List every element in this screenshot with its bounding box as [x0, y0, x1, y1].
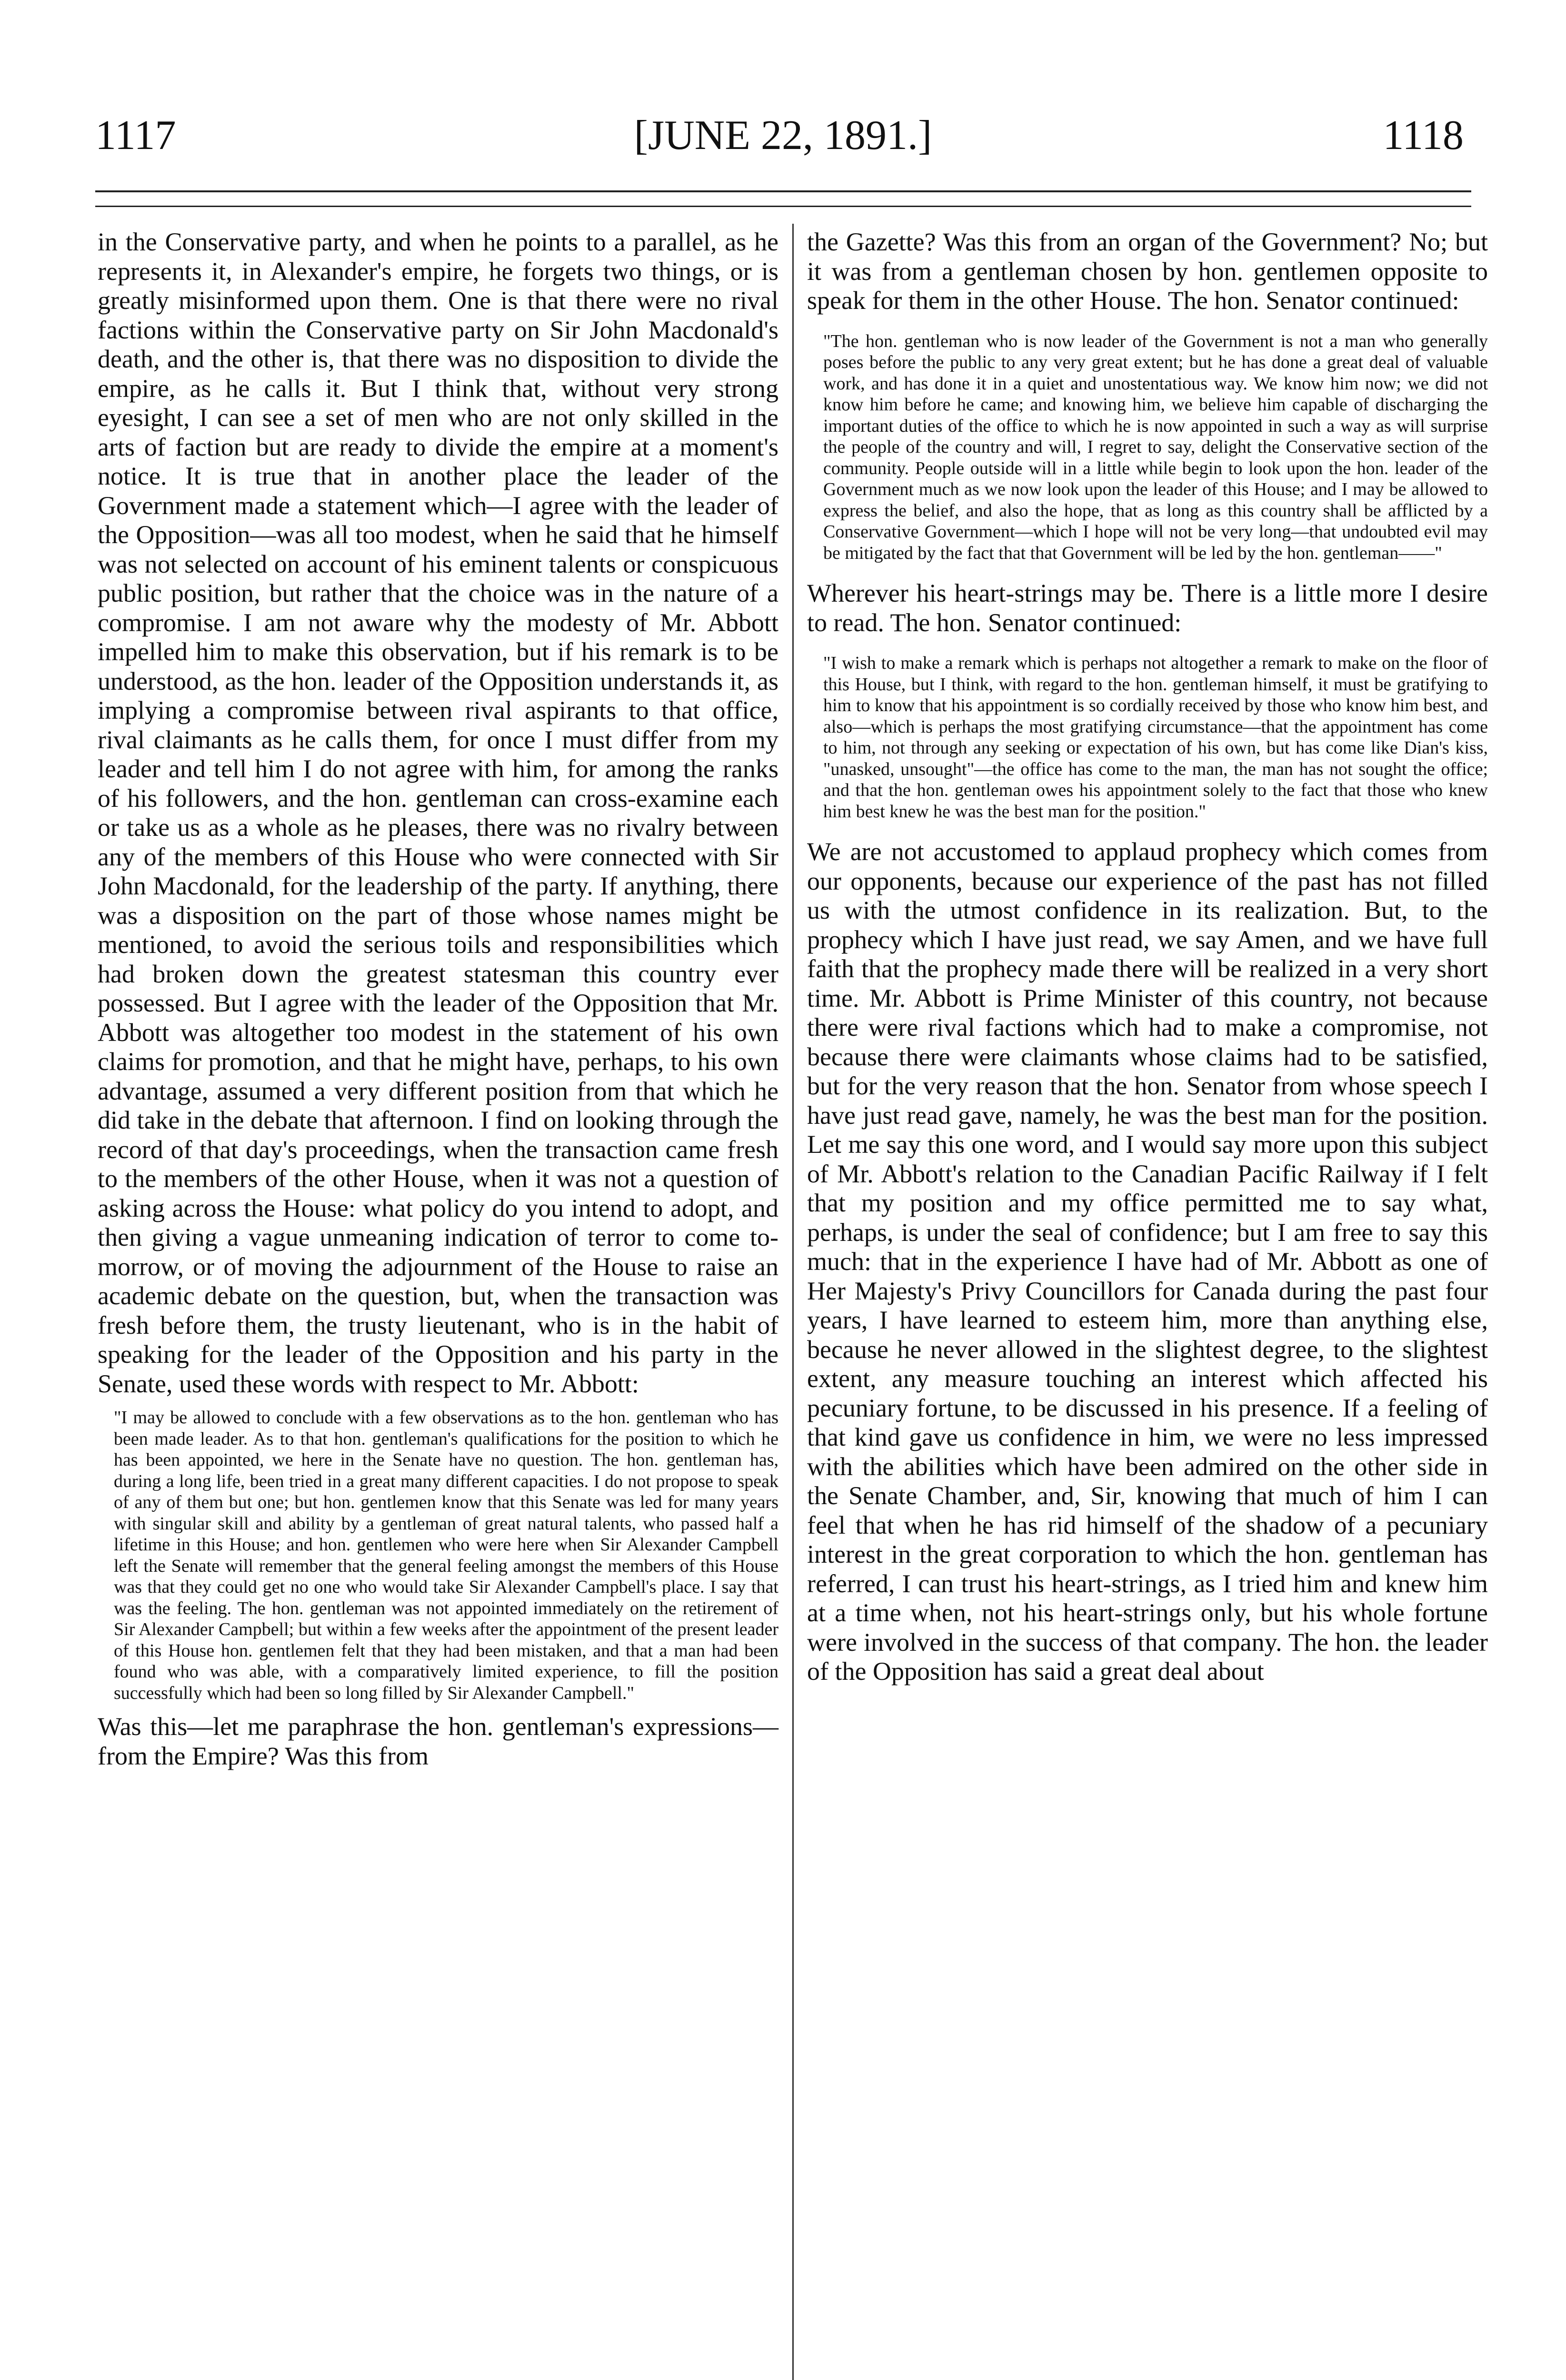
header-rule-bottom	[95, 206, 1471, 207]
issue-date: [JUNE 22, 1891.]	[634, 112, 932, 159]
right-quotation-1: "The hon. gentleman who is now leader of the Government is not a man who generally poses before the public to any very great extent; but he has done a great deal of valuable work, and has done it in a quiet and unostentatious way. We know him now; we did not know him before he came; and knowing him, we believe him capable of discharging the important duties of the office to which he is now appointed in such a way as will surprise the people of the country and will, I regret to say, delight the Conservative section of the community. People outside will in a little while begin to look upon the hon. leader of the Government much as we now look upon the leader of this House; and I may be allowed to express the belief, and also the hope, that as long as this country shall be afflicted by a Conservative Government—which I hope will not be very long—that undoubted evil may be mitigated by the fact that that Government will be led by the hon. gentleman——"	[823, 331, 1488, 563]
right-paragraph-2: Wherever his heart-strings may be. There is a little more I desire to read. The hon. Senator continued:	[807, 579, 1488, 637]
right-paragraph-3: We are not accustomed to applaud prophecy which comes from our opponents, because our experience of the past has not filled us with the utmost confidence in its realization. But, to the prophecy which I have just read, we say Amen, and we have full faith that the prophecy made there will be realized in a very short time. Mr. Abbott is Prime Minister of this country, not because there were rival factions which had to make a compromise, not because there were claimants whose claims had to be satisfied, but for the very reason that the hon. Senator from whose speech I have just read gave, namely, he was the best man for the position. Let me say this one word, and I would say more upon this subject of Mr. Abbott's relation to the Canadian Pacific Railway if I felt that my position and my office permitted me to say what, perhaps, is under the seal of confidence; but I am free to say this much: that in the experience I have had of Mr. Abbott as one of Her Majesty's Privy Councillors for Canada during the past four years, I have learned to esteem him, more than anything else, because he never allowed in the slightest degree, to the slightest extent, any measure touching an interest which affected his pecuniary fortune, to be discussed in his presence. If a feeling of that kind gave us confidence in him, we were no less impressed with the abilities which have been admired on the other side in the Senate Chamber, and, Sir, knowing that much of him I can feel that when he has rid himself of the shadow of a pecuniary interest in the great corporation to which the hon. gentleman has referred, I can trust his heart-strings, as I tried him and knew him at a time when, not his heart-strings only, but his whole fortune were involved in the success of that company. The hon. the leader of the Opposition has said a great deal about	[807, 837, 1488, 1686]
left-quotation-1: "I may be allowed to conclude with a few observations as to the hon. gentleman who has been made leader. As to that hon. gentleman's qualifications for the position to which he has been appointed, we here in the Senate have no question. The hon. gentleman has, during a long life, been tried in a great many different capacities. I do not propose to speak of any of them but one; but hon. gentlemen know that this Senate was led for many years with singular skill and ability by a gentleman of great natural talents, who passed half a lifetime in this House; and hon. gentlemen who were here when Sir Alexander Campbell left the Senate will remember that the general feeling amongst the members of this House was that they could get no one who would take Sir Alexander Campbell's place. I say that was the feeling. The hon. gentleman was not appointed immediately on the retirement of Sir Alexander Campbell; but within a few weeks after the appointment of the present leader of this House hon. gentlemen felt that they had been mistaken, and that a man had been found who was able, with a comparatively limited experience, to fill the position successfully which had been so long filled by Sir Alexander Campbell."	[114, 1408, 778, 1703]
left-paragraph-2: Was this—let me paraphrase the hon. gentleman's expressions—from the Empire? Was this from	[98, 1712, 778, 1770]
header-rule-top	[95, 190, 1471, 192]
left-column	[98, 228, 778, 1771]
right-paragraph-1: the Gazette? Was this from an organ of the Government? No; but it was from a gentleman chosen by hon. gentlemen opposite to speak for them in the other House. The hon. Senator continued:	[807, 228, 1488, 315]
right-column	[807, 228, 1488, 1686]
column-divider	[792, 224, 794, 2380]
left-paragraph-1: in the Conservative party, and when he points to a parallel, as he represents it, in Alexander's empire, he forgets two things, or is greatly misinformed upon them. One is that there were no rival factions within the Conservative party on Sir John Macdonald's death, and the other is, that there was no disposition to divide the empire, as he calls it. But I think that, without very strong eyesight, I can see a set of men who are not only skilled in the arts of faction but are ready to divide the empire at a moment's notice. It is true that in another place the leader of the Government made a statement which—I agree with the leader of the Opposition—was all too modest, when he said that he himself was not selected on account of his eminent talents or conspicuous public position, but rather that the choice was in the nature of a compromise. I am not aware why the modesty of Mr. Abbott impelled him to make this observation, but if his remark is to be understood, as the hon. leader of the Opposition understands it, as implying a compromise between rival aspirants to that office, rival claimants as he calls them, for once I must differ from my leader and tell him I do not agree with him, for among the ranks of his followers, and the hon. gentleman can cross-examine each or take us as a whole as he pleases, there was no rivalry between any of the members of this House who were connected with Sir John Macdonald, for the leadership of the party. If anything, there was a disposition on the part of those whose names might be mentioned, to avoid the serious toils and responsibilities which had broken down the greatest statesman this country ever possessed. But I agree with the leader of the Opposition that Mr. Abbott was altogether too modest in the statement of his own claims for promotion, and that he might have, perhaps, to his own advantage, assumed a very different position from that which he did take in the debate that afternoon. I find on looking through the record of that day's proceedings, when the transaction came fresh to the members of the other House, when it was not a question of asking across the House: what policy do you intend to adopt, and then giving a vague unmeaning indication of terror to come to-morrow, or of moving the adjournment of the House to raise an academic debate on the question, but, when the transaction was fresh before them, the trusty lieutenant, who is in the habit of speaking for the leader of the Opposition and his party in the Senate, used these words with respect to Mr. Abbott:	[98, 228, 778, 1398]
left-page-number: 1117	[95, 112, 176, 159]
right-quotation-2: "I wish to make a remark which is perhaps not altogether a remark to make on the floor of this House, but I think, with regard to the hon. gentleman himself, it must be gratifying to him to know that his appointment is so cordially received by those who know him best, and also—which is perhaps the most gratifying circumstance—that the appointment has come to him, not through any seeking or expectation of his own, but has come like Dian's kiss, "unasked, unsought"—the office has come to the man, the man has not sought the office; and that the hon. gentleman owes his appointment solely to the fact that those who knew him best knew he was the best man for the position."	[823, 653, 1488, 822]
right-page-number: 1118	[1383, 112, 1464, 159]
